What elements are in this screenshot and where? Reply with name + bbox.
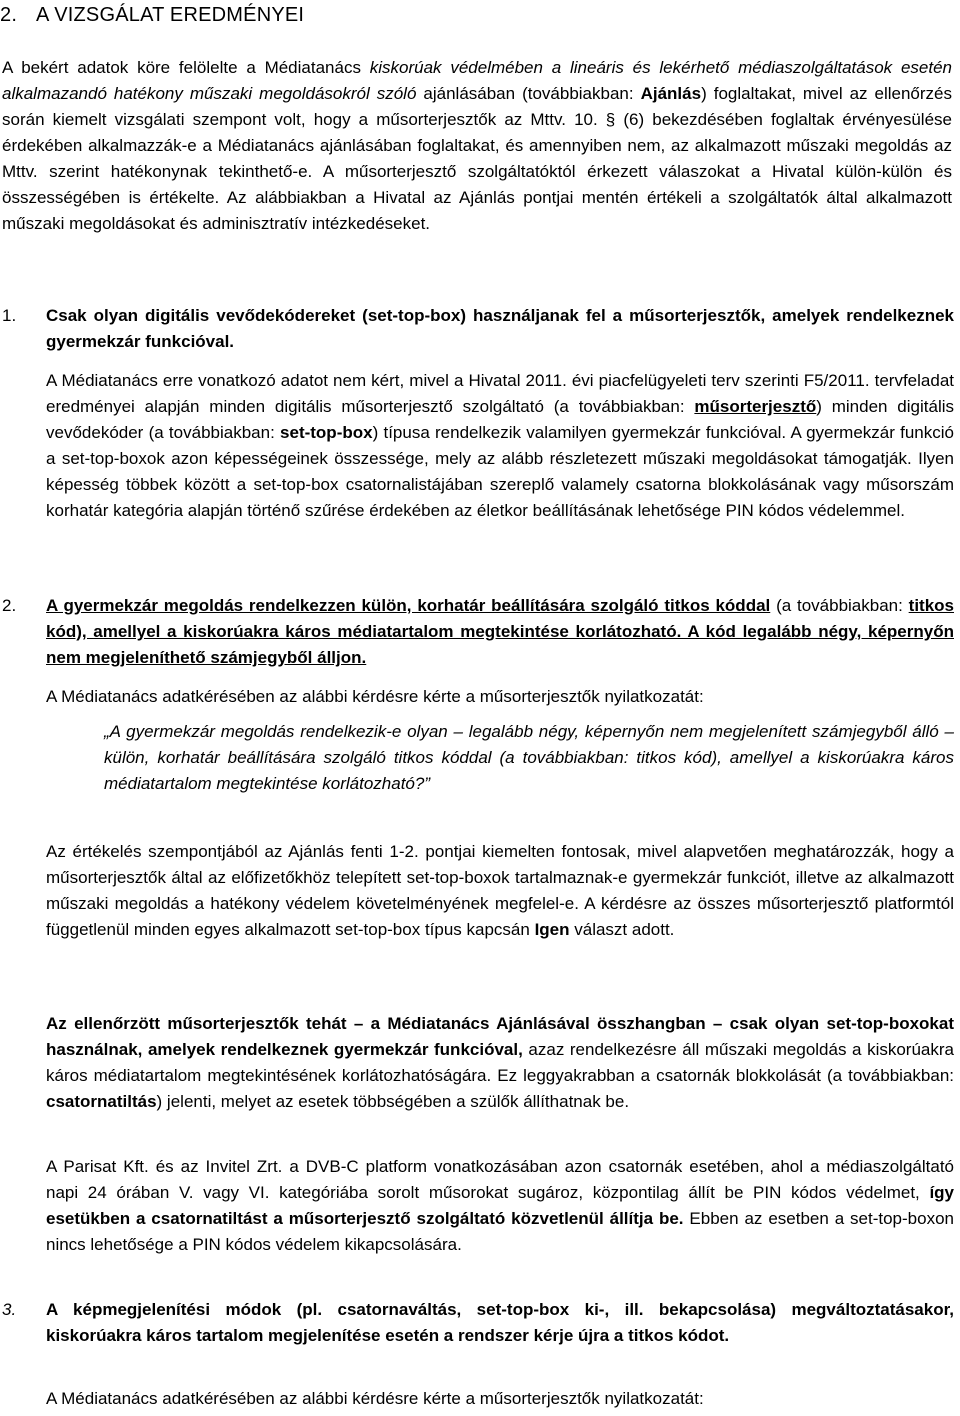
parisat-text: Ebben az esetben a set-top-boxon nincs lehetősége a PIN kódos védelem kikapcsolására. [46,1209,954,1254]
term-set-top-box: set-top-box [280,423,373,442]
item1-text: A Médiatanács erre vonatkozó adatot nem kért, mivel a Hivatal 2011. évi piacfelügyeleti terv szerinti F5/2011. tervfeladat eredményei alapján minden digitális műsorterjesztő szolgáltató (a továbbiakban: [46,371,954,416]
item3-heading-text: A képmegjelenítési módok (pl. csatornaváltás, set-top-box ki-, ill. bekapcsolása) megváltoztatásakor, kiskorúakra káros tartalom megjelenítése esetén a rendszer kérje újra a titkos kódot. [46,1300,954,1345]
item1-text: ) minden digitális vevődekóder (a továbbiakban: [46,397,954,442]
conclusion-bold: Az ellenőrzött műsorterjesztők tehát – a Médiatanács Ajánlásával összhangban – csak olyan set-top-boxokat használnak, amelyek rendelkeznek gyermekzár funkcióval, [46,1014,954,1059]
item1-text: ) típusa rendelkezik valamilyen gyermekzár funkcióval. A gyermekzár funkció a set-top-boxok azon képességeinek összessége, mely az alább részletezett műszaki megoldásokat támogatják. Ilyen képesség többek között a set-top-box csatornalistájában szereplő valamely csatorna blokkolásának vagy műsorszám korhatár kategória alapján történő szűrése érdekében az életkor beállításának lehetősége PIN kódos védelemmel. [46,423,954,520]
item1-heading [46,303,954,355]
item-number: 3. [2,1300,17,1319]
item2-quote: „A gyermekzár megoldás rendelkezik-e olyan – legalább négy, képernyőn nem megjelenített számjegyből álló – külön, korhatár beállítására szolgáló titkos kóddal (a továbbiakban: titkos kód), amellyel a kiskorúakra káros médiatartalom megtekintése korlátozható?” [104,722,954,793]
item2-evaluation [46,839,954,943]
item2-heading-underlined: A gyermekzár megoldás rendelkezzen külön, korhatár beállítására szolgáló titkos kóddal [46,596,771,615]
item3-heading [46,1297,954,1349]
parisat-bold: így esetükben a csatornatiltást a műsorterjesztő szolgáltató közvetlenül állítja be. [46,1183,954,1228]
item-number: 2. [2,596,17,615]
intro-text: ajánlásában (továbbiakban: [416,84,641,103]
intro-text: A bekért adatok köre felölelte a Médiatanács [2,58,370,77]
item1-paragraph [46,368,954,524]
item2-parisat [46,1154,954,1258]
answer-igen: Igen [534,920,570,939]
item2-conclusion [46,1011,954,1115]
item2-heading [46,593,954,671]
recommendation-title: kiskorúak védelmében a lineáris és lekérhető médiaszolgáltatások esetén alkalmazandó hatékony műszaki megoldásokról szóló [2,58,952,103]
item1-heading-text: Csak olyan digitális vevődekódereket (set-top-box) használjanak fel a műsorterjesztők, amelyek rendelkeznek gyermekzár funkcióval. [46,306,954,351]
term-ajanlas: Ajánlás [640,84,702,103]
section-heading [0,4,304,27]
evaluation-text: Az értékelés szempontjából az Ajánlás fenti 1-2. pontjai kiemelten fontosak, mivel alapvetően meghatározzák, hogy a műsorterjesztők által az előfizetőkhöz telepített set-top-boxok tartalmaznak-e gyermekzár funkciót, illetve az alkalmazott műszaki megoldás a hatékony védelem követelményének megfelel-e. A kérdésre az összes műsorterjesztő platformtól függetlenül minden egyes alkalmazott set-top-box típus kapcsán [46,842,954,939]
item3-request: A Médiatanács adatkérésében az alábbi kérdésre kérte a műsorterjesztők nyilatkozatát: [46,1389,704,1408]
evaluation-text: választ adott. [569,920,675,939]
item2-heading-text: (a továbbiakban: [770,596,909,615]
parisat-text: A Parisat Kft. és az Invitel Zrt. a DVB-C platform vonatkozásában azon csatornák esetében, ahol a médiaszolgáltató napi 24 órában V. vagy VI. kategóriába sorolt műsorokat sugároz, központilag állít be PIN kódos védelmet, [46,1157,954,1202]
item2-request: A Médiatanács adatkérésében az alábbi kérdésre kérte a műsorterjesztők nyilatkozatát: [46,687,704,706]
intro-paragraph [2,55,952,237]
item2-heading-underlined: titkos kód), amellyel a kiskorúakra káros médiatartalom megtekintése korlátozható. A kód legalább négy, képernyőn nem megjeleníthető számjegyből álljon. [46,596,954,667]
term-csatornatiltas: csatornatiltás [46,1092,157,1111]
conclusion-text: ) jelenti, melyet az esetek többségében a szülők állíthatnak be. [156,1092,630,1111]
section-title: A VIZSGÁLAT EREDMÉNYEI [36,4,305,26]
term-musorterjeszto: műsorterjesztő [694,397,817,416]
section-number: 2. [0,4,18,26]
item-number: 1. [2,306,17,325]
intro-text: ) foglaltakat, mivel az ellenőrzés során kiemelt vizsgálati szempont volt, hogy a műsorterjesztők az Mttv. 10. § (6) bekezdésében foglaltak érvényesülése érdekében alkalmazzák-e a Médiatanács ajánlásában foglaltakat, és amennyiben nem, az alkalmazott műszaki megoldás az Mttv. szerint hatékonynak tekinthető-e. A műsorterjesztő szolgáltatóktól érkezett válaszokat a Hivatal külön-külön és összességében is értékelte. Az alábbiakban a Hivatal az Ajánlás pontjai mentén értékeli a szolgáltatók által alkalmazott műszaki megoldásokat és adminisztratív intézkedéseket. [2,84,952,233]
conclusion-text: azaz rendelkezésre áll műszaki megoldás a kiskorúakra káros médiatartalom megtekintésének korlátozhatóságára. Ez leggyakrabban a csatornák blokkolását (a továbbiakban: [46,1040,954,1085]
